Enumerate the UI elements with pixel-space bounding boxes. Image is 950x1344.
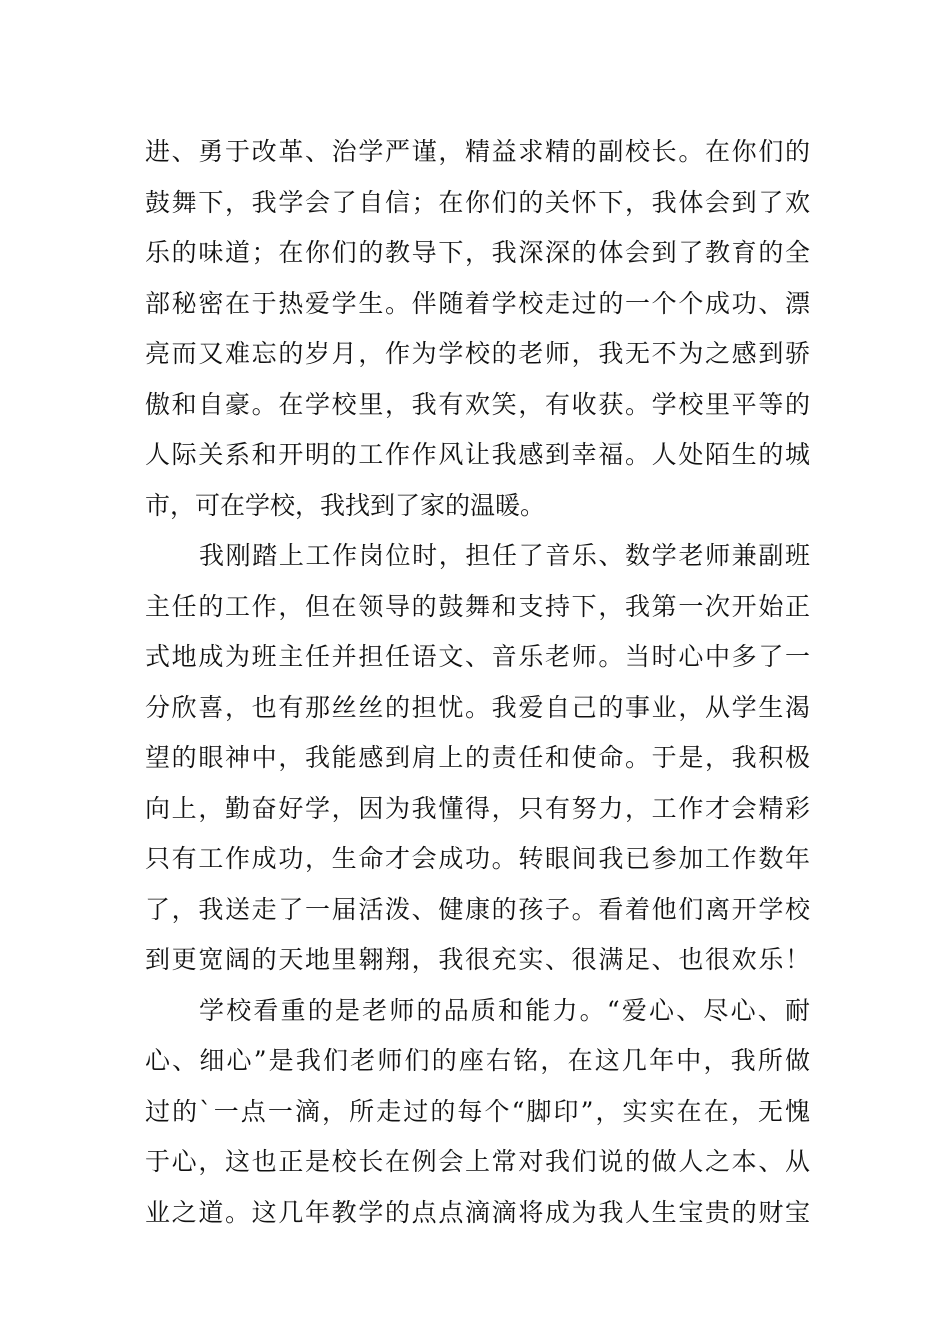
text-line: 望的眼神中，我能感到肩上的责任和使命。于是，我积极 — [145, 743, 810, 772]
text-line: 主任的工作，但在领导的鼓舞和支持下，我第一次开始正 — [145, 591, 810, 621]
paragraph-first-line: 我刚踏上工作岗位时，担任了音乐、数学老师兼副班 — [199, 541, 810, 570]
text-line: 部秘密在于热爱学生。伴随着学校走过的一个个成功、漂 — [145, 288, 810, 318]
text-line: 到更宽阔的天地里翱翔，我很充实、很满足、也很欢乐！ — [145, 945, 810, 974]
text-line: 过的`一点一滴，所走过的每个“脚印”，实实在在，无愧 — [145, 1096, 810, 1126]
text-line: 分欣喜，也有那丝丝的担忧。我爱自己的事业，从学生渴 — [145, 692, 810, 722]
text-line: 鼓舞下，我学会了自信；在你们的关怀下，我体会到了欢 — [145, 187, 810, 217]
text-line: 只有工作成功，生命才会成功。转眼间我已参加工作数年 — [145, 844, 810, 873]
text-line: 业之道。这几年教学的点点滴滴将成为我人生宝贵的财宝 — [145, 1197, 810, 1227]
text-line: 进、勇于改革、治学严谨，精益求精的副校长。在你们的 — [145, 137, 810, 166]
text-line: 市，可在学校，我找到了家的温暖。 — [145, 490, 546, 520]
body-text — [145, 127, 810, 1238]
paragraph-first-line: 学校看重的是老师的品质和能力。“爱心、尽心、耐 — [199, 995, 810, 1025]
text-line: 人际关系和开明的工作作风让我感到幸福。人处陌生的城 — [145, 440, 810, 469]
text-line: 亮而又难忘的岁月，作为学校的老师，我无不为之感到骄 — [145, 339, 810, 368]
text-line: 了，我送走了一届活泼、健康的孩子。看着他们离开学校 — [145, 894, 810, 924]
text-line: 式地成为班主任并担任语文、音乐老师。当时心中多了一 — [145, 642, 810, 671]
text-line: 傲和自豪。在学校里，我有欢笑，有收获。学校里平等的 — [145, 389, 810, 419]
text-line: 乐的味道；在你们的教导下，我深深的体会到了教育的全 — [145, 238, 810, 267]
text-line: 向上，勤奋好学，因为我懂得，只有努力，工作才会精彩 — [145, 793, 810, 823]
text-line: 心、细心”是我们老师们的座右铭，在这几年中，我所做 — [145, 1046, 810, 1075]
text-line: 于心，这也正是校长在例会上常对我们说的做人之本、从 — [145, 1147, 810, 1176]
